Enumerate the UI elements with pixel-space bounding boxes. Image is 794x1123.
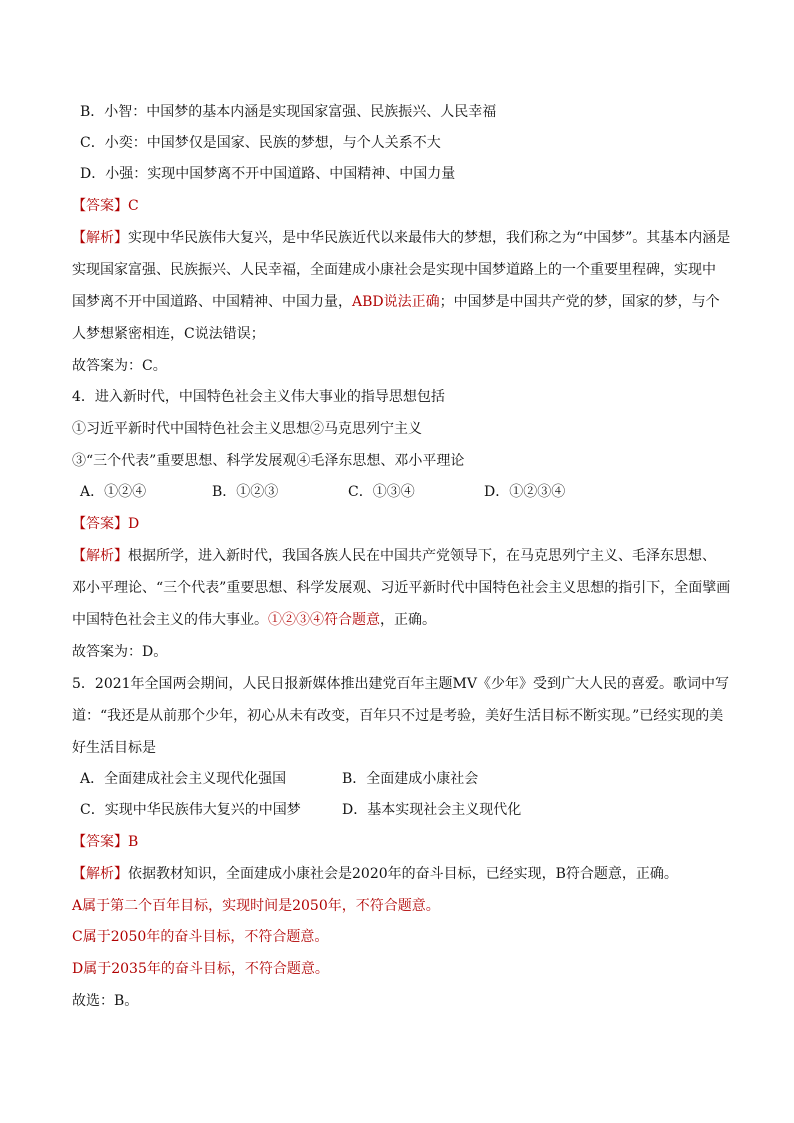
analysis-text: 国梦离不开中国道路、中国精神、中国力量， (72, 294, 352, 310)
answer-tag: 【答案】 (72, 516, 128, 532)
q4-items-line-2: ③“三个代表”重要思想、科学发展观④毛泽东思想、邓小平理论 (72, 453, 465, 469)
q5-stem-line-1: 5．2021年全国两会期间，人民日报新媒体推出建党百年主题MV《少年》受到广大人民的喜爱。歌词中写 (72, 676, 729, 692)
q5-stem-line-2: 道：“我还是从前那个少年，初心从未有改变，百年只不过是考验，美好生活目标不断实现。”已经实现的美 (72, 708, 724, 724)
analysis-text: ；中国梦是中国共产党的梦，国家的梦，与个 (439, 294, 720, 310)
q3-analysis-line-3 (72, 294, 732, 310)
answer-value: D (128, 516, 140, 532)
analysis-tag: 【解析】 (72, 230, 128, 246)
analysis-text: 中国特色社会主义的伟大事业。 (72, 612, 268, 628)
analysis-tag: 【解析】 (72, 866, 128, 882)
q5-analysis-line-2: A属于第二个百年目标，实现时间是2050年，不符合题意。 (72, 898, 440, 914)
q4-analysis-line-3 (72, 612, 732, 628)
answer-tag: 【答案】 (72, 198, 128, 214)
q3-analysis-line-4: 人梦想紧密相连，C说法错误； (72, 326, 265, 342)
q3-answer (72, 198, 732, 214)
q4-analysis-line-2: 邓小平理论、“三个代表”重要思想、科学发展观、习近平新时代中国特色社会主义思想的指引下，全面擘画 (72, 580, 731, 596)
q4-option-b: B．①②③ (212, 484, 279, 500)
q4-analysis-line-1 (72, 548, 732, 564)
q3-option-d: D．小强：实现中国梦离不开中国道路、中国精神、中国力量 (80, 166, 456, 182)
q5-answer (72, 834, 732, 850)
analysis-highlight: ①②③④符合题意 (268, 612, 380, 628)
q3-conclusion: 故答案为：C。 (72, 358, 167, 374)
q3-option-b: B．小智：中国梦的基本内涵是实现国家富强、民族振兴、人民幸福 (80, 104, 497, 120)
q5-option-a: A．全面建成社会主义现代化强国 (80, 771, 287, 787)
q4-option-d: D．①②③④ (484, 484, 566, 500)
answer-value: B (128, 834, 139, 850)
analysis-text: ，正确。 (380, 612, 436, 628)
q5-option-c: C．实现中华民族伟大复兴的中国梦 (80, 802, 301, 818)
analysis-text: 根据所学，进入新时代，我国各族人民在中国共产党领导下，在马克思列宁主义、毛泽东思想、 (128, 548, 716, 564)
q4-items-line-1: ①习近平新时代中国特色社会主义思想②马克思列宁主义 (72, 421, 422, 437)
q5-analysis-line-3: C属于2050年的奋斗目标，不符合题意。 (72, 929, 329, 945)
q4-option-a: A．①②④ (80, 484, 147, 500)
q5-analysis-line-1 (72, 866, 732, 882)
analysis-text: 实现中华民族伟大复兴，是中华民族近代以来最伟大的梦想，我们称之为“中国梦”。其基本内涵是 (128, 230, 731, 246)
q3-option-c: C．小奕：中国梦仅是国家、民族的梦想，与个人关系不大 (80, 135, 441, 151)
q4-conclusion: 故答案为：D。 (72, 644, 168, 660)
analysis-highlight: ABD说法正确 (352, 294, 440, 310)
q4-answer (72, 516, 732, 532)
q3-analysis-line-2: 实现国家富强、民族振兴、人民幸福，全面建成小康社会是实现中国梦道路上的一个重要里程碑，实现中 (72, 262, 716, 278)
q5-option-b: B．全面建成小康社会 (342, 771, 479, 787)
q4-option-c: C．①③④ (348, 484, 415, 500)
q5-analysis-line-4: D属于2035年的奋斗目标，不符合题意。 (72, 961, 329, 977)
answer-value: C (128, 198, 139, 214)
q4-stem: 4．进入新时代，中国特色社会主义伟大事业的指导思想包括 (72, 389, 445, 405)
analysis-tag: 【解析】 (72, 548, 128, 564)
q5-conclusion: 故选：B。 (72, 993, 139, 1009)
q5-stem-line-3: 好生活目标是 (72, 740, 156, 756)
answer-tag: 【答案】 (72, 834, 128, 850)
q3-analysis-line-1 (72, 230, 732, 246)
q5-option-d: D．基本实现社会主义现代化 (342, 802, 522, 818)
analysis-text: 依据教材知识，全面建成小康社会是2020年的奋斗目标，已经实现，B符合题意，正确。 (128, 866, 678, 882)
